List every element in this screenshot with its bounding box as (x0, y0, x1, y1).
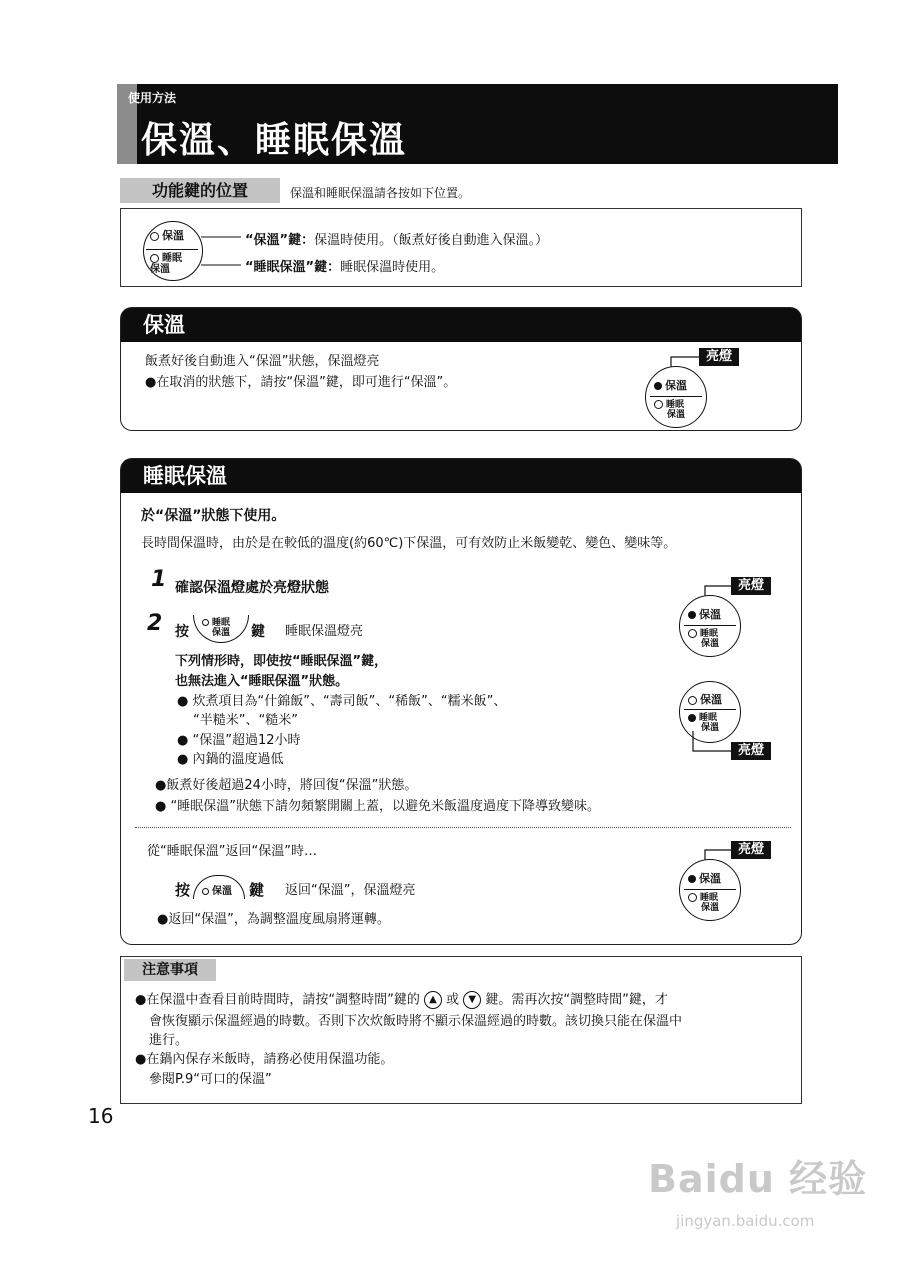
lamp-off-icon (654, 400, 663, 409)
dotted-divider (135, 827, 791, 828)
lamp-off-icon (688, 629, 697, 638)
leader-lines (201, 221, 245, 277)
sleep-intro-bold: 於“保溫”狀態下使用。 (141, 508, 286, 524)
lamp-on-icon (688, 611, 696, 619)
indicator-keep: 保溫 (688, 870, 721, 886)
sleep-bullet-2: ● “睡眠保溫”狀態下請勿頻繁開關上蓋，以避免米飯溫度過度下降導致變味。 (155, 799, 600, 814)
page-number: 16 (88, 1104, 114, 1128)
keep-key-line: “保溫”鍵：保溫時使用。（飯煮好後自動進入保溫。） (245, 233, 549, 248)
notes-box (120, 956, 802, 1104)
indicator-sleep: 睡眠 保溫 (688, 893, 719, 913)
condition-bullet-1b: “半糙米”、“糙米” (193, 713, 298, 728)
condition-line-1: 下列情形時，即使按“睡眠保溫”鍵， (175, 654, 388, 669)
note-1-line-d: 進行。 (149, 1033, 189, 1048)
watermark-url: jingyan.baidu.com (676, 1212, 815, 1230)
lamp-on-icon (654, 382, 662, 390)
keep-key-icon: 保溫 (193, 875, 245, 899)
lamp-leader-2 (691, 729, 733, 753)
notes-heading: 注意事項 (124, 959, 216, 981)
return-text: 返回“保溫”，保溫燈亮 (285, 883, 416, 898)
indicator-sleep: 睡眠 保溫 (654, 400, 685, 420)
keep-warm-line: 飯煮好後自動進入“保溫”狀態，保溫燈亮 (145, 354, 380, 369)
note-3: 參閱P.9“可口的保溫” (149, 1072, 272, 1087)
down-arrow-icon: ▼ (463, 991, 481, 1009)
lamp-on-tag-2: 亮燈 (731, 742, 771, 760)
sleep-intro: 長時間保溫時，由於是在較低的溫度(約60℃)下保溫，可有效防止米飯變乾、變色、變味等。 (141, 536, 677, 551)
indicator-icon (150, 254, 159, 263)
indicator-sleep: 睡眠 保溫 (688, 629, 719, 649)
return-title: 從“睡眠保溫”返回“保溫”時… (147, 844, 317, 859)
sleep-warm-section (120, 458, 802, 945)
lamp-on-icon (688, 875, 696, 883)
indicator-icon (202, 619, 209, 626)
key-diagram (143, 221, 203, 281)
note-1-line-a: ●在保溫中查看目前時間時，請按“調整時間”鍵的 ▲ 或 ▼ 鍵。需再次按“調整時間”鍵，才 (135, 992, 668, 1008)
step1-text: 確認保溫燈處於亮燈狀態 (175, 580, 329, 596)
step1-number: 1 (151, 567, 167, 592)
section-label: 使用方法 (128, 91, 177, 105)
keep-warm-section (120, 307, 802, 431)
return-bullet: ●返回“保溫”，為調整溫度風扇將運轉。 (157, 912, 390, 927)
return-press: 按 (175, 881, 191, 899)
up-arrow-icon: ▲ (424, 991, 442, 1009)
page-title: 保溫、睡眠保溫 (141, 120, 408, 161)
function-key-desc: 保溫和睡眠保溫請各按如下位置。 (290, 186, 471, 200)
indicator-keep: 保溫 (654, 377, 687, 393)
condition-line-2: 也無法進入“睡眠保溫”狀態。 (175, 674, 349, 689)
step2-press: 按 (175, 624, 189, 640)
condition-bullet-2: ● “保溫”超過12小時 (177, 733, 301, 748)
return-key: 鍵 (249, 881, 265, 899)
lamp-on-tag: 亮燈 (699, 348, 739, 366)
condition-bullet-3: ● 內鍋的溫度過低 (177, 752, 284, 767)
function-key-heading: 功能鍵的位置 (120, 178, 280, 203)
indicator-circle (645, 366, 707, 428)
indicator-icon (150, 232, 159, 241)
condition-bullet-1: ● 炊煮項目為“什錦飯”、“壽司飯”、“稀飯”、“糯米飯”、 (177, 694, 507, 709)
indicator-keep: 保溫 (688, 691, 722, 707)
sleep-key-icon: 睡眠 保溫 (193, 615, 249, 643)
step2-text: 睡眠保溫燈亮 (285, 624, 364, 639)
lamp-off-icon (688, 696, 697, 705)
indicator-circle-3 (679, 859, 741, 921)
lamp-on-tag-3: 亮燈 (731, 841, 771, 859)
watermark-brand: Baidu 经验 (648, 1157, 868, 1201)
function-key-box (120, 208, 802, 287)
indicator-circle-1 (679, 595, 741, 657)
keep-warm-title: 保溫 (121, 308, 801, 342)
lamp-on-icon (688, 714, 696, 722)
sleep-bullet-1: ●飯煮好後超過24小時，將回復“保溫”狀態。 (155, 778, 418, 793)
key-sleep: 睡眠 保溫 (150, 253, 182, 275)
indicator-icon (202, 888, 209, 895)
note-2: ●在鍋內保存米飯時，請務必使用保溫功能。 (135, 1052, 394, 1067)
indicator-sleep: 睡眠 保溫 (688, 713, 719, 733)
note-1-line-c: 會恢復顯示保溫經過的時數。否則下次炊飯時將不顯示保溫經過的時數。該切換只能在保溫中 (149, 1014, 683, 1029)
lamp-off-icon (688, 893, 697, 902)
lamp-on-tag-1: 亮燈 (731, 577, 771, 595)
step2-key: 鍵 (251, 624, 265, 640)
indicator-keep: 保溫 (688, 606, 721, 622)
sleep-warm-title: 睡眠保溫 (121, 459, 801, 493)
sleep-key-line: “睡眠保溫”鍵：睡眠保溫時使用。 (245, 260, 445, 275)
step2-number: 2 (147, 611, 163, 636)
key-keep: 保溫 (150, 227, 184, 243)
keep-warm-bullet: ●在取消的狀態下，請按“保溫”鍵，即可進行“保溫”。 (145, 375, 457, 390)
